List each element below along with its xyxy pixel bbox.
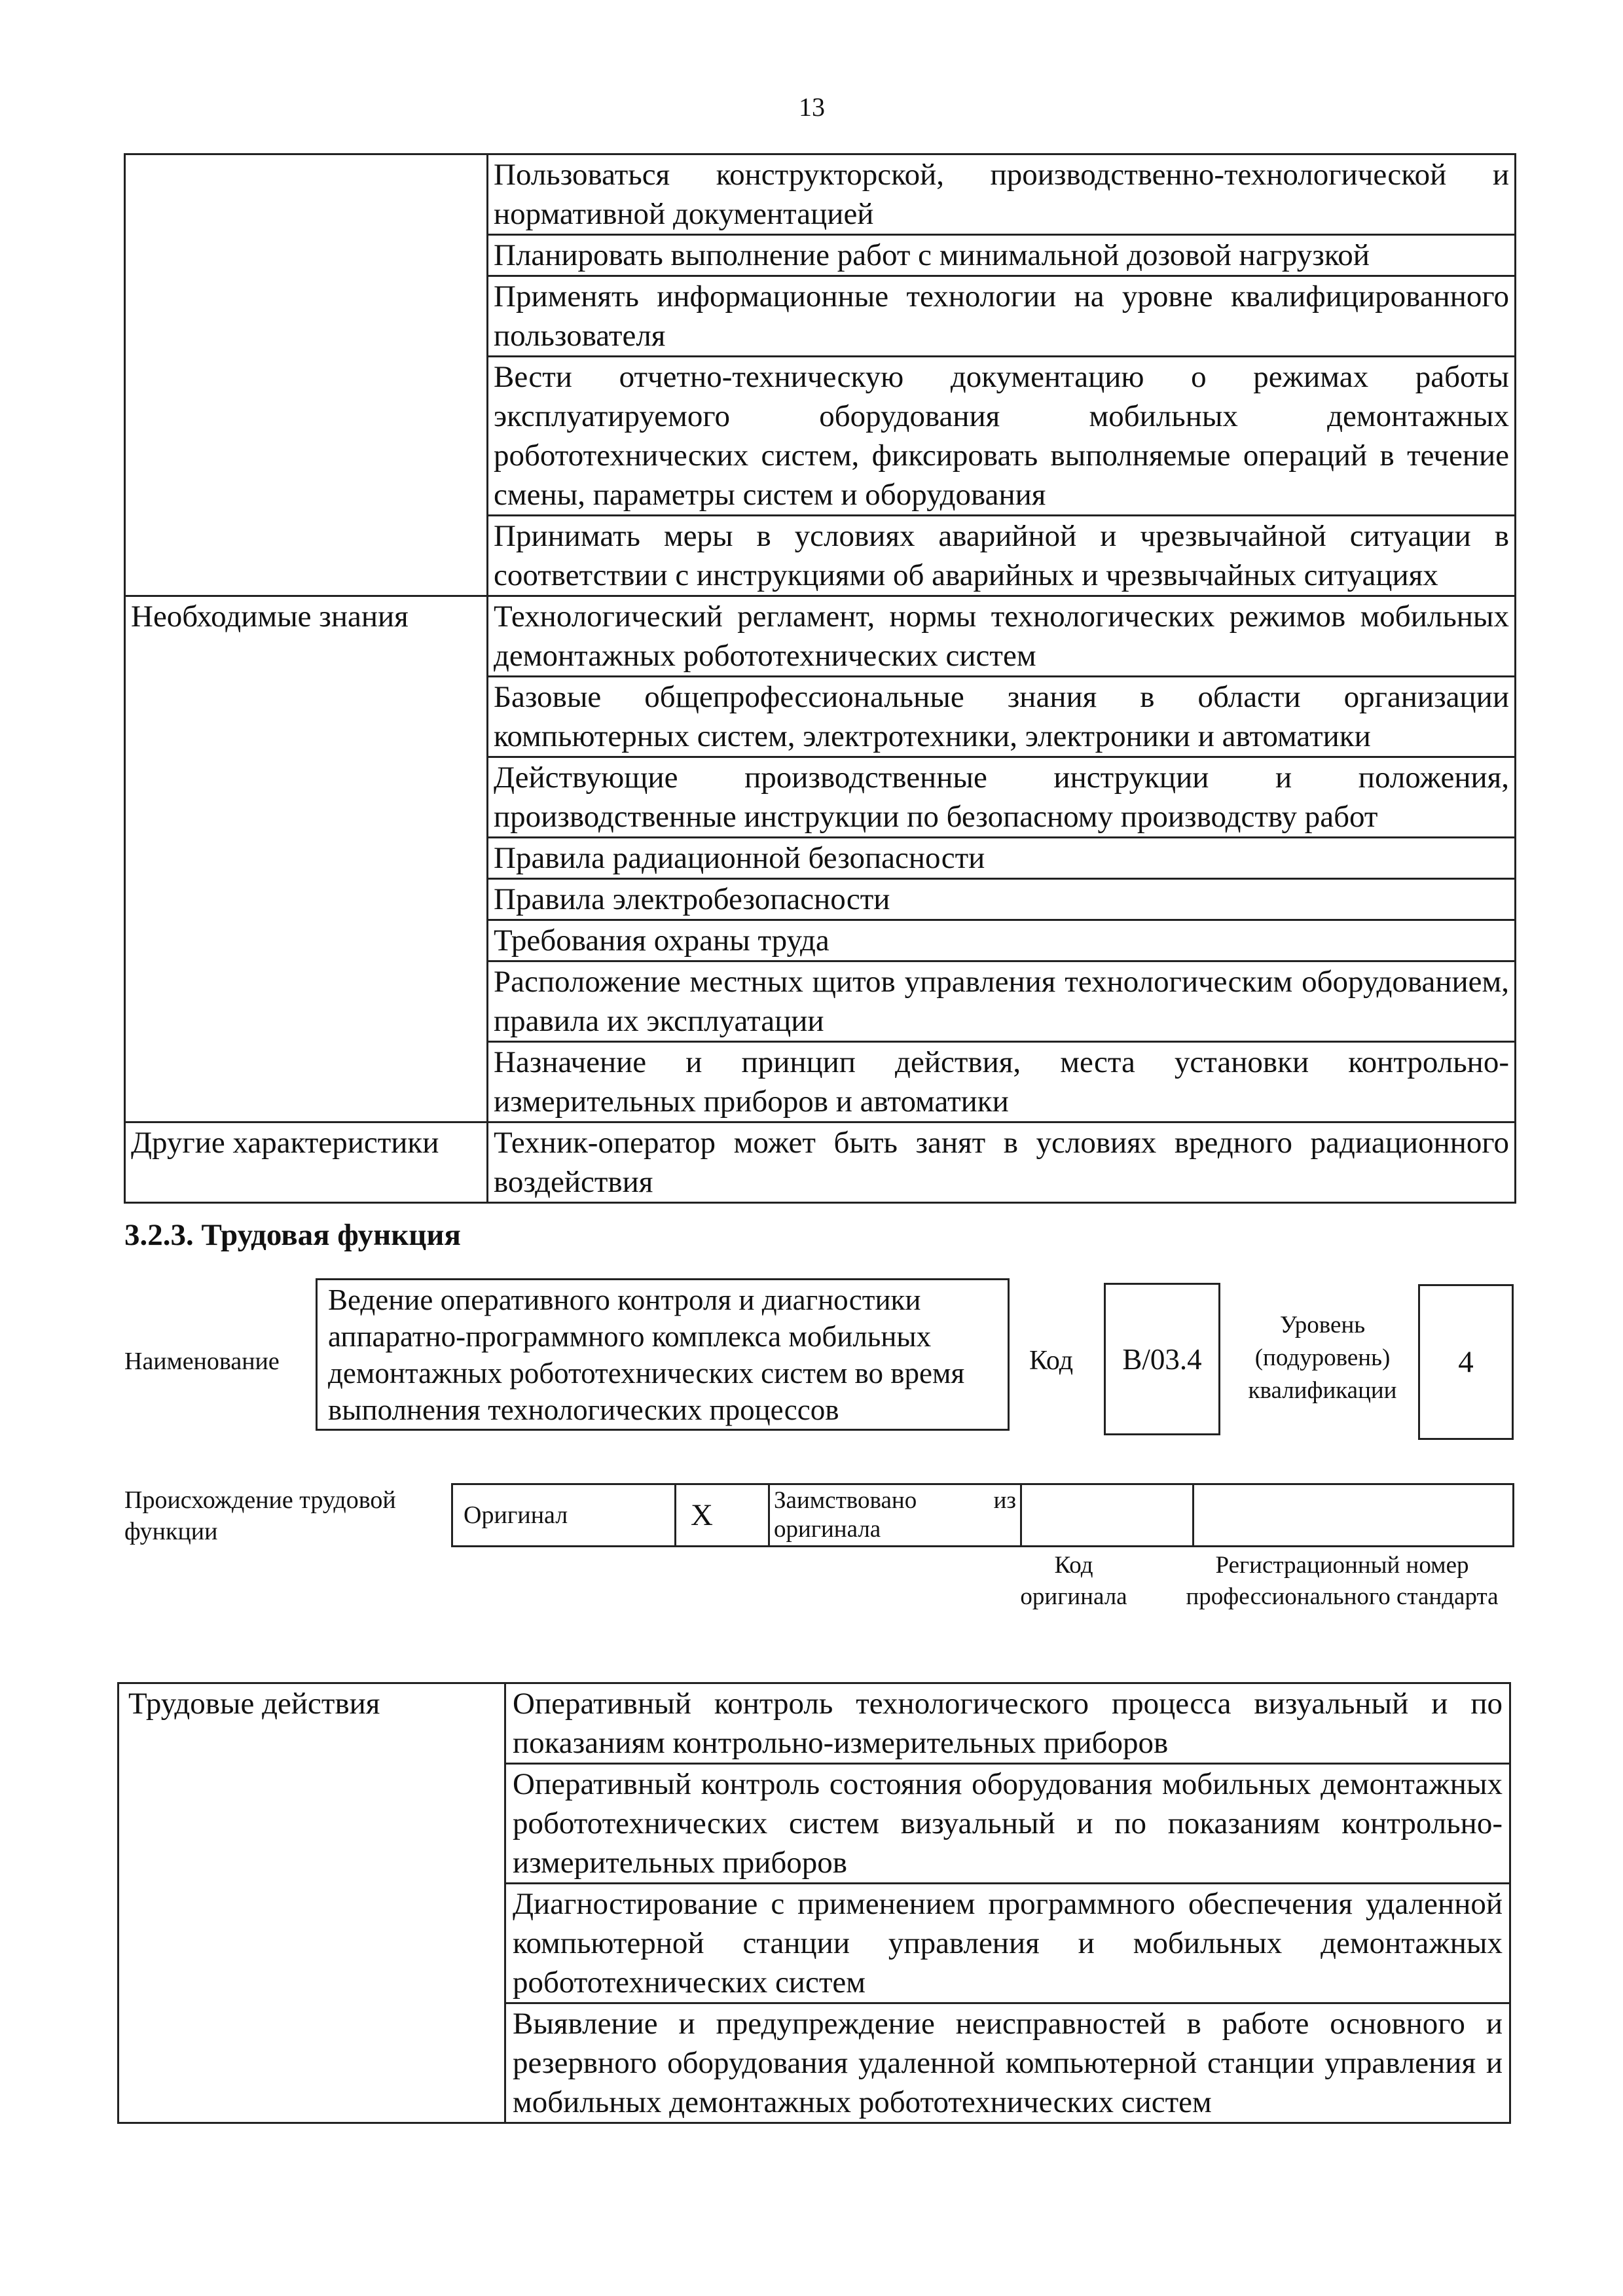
skill-item: Вести отчетно-техническую документацию о режимах работы эксплуатируемого оборудования мобильных демонтажных робототехнических систем, фиксировать выполняемые операций в течение смены, параметры систем и оборудования [488, 357, 1516, 516]
knowledge-item: Правила радиационной безопасности [488, 838, 1516, 879]
origin-code-cell [1021, 1484, 1194, 1547]
origin-original-cell: Оригинал [452, 1484, 676, 1547]
knowledge-item: Базовые общепрофессиональные знания в области организации компьютерных систем, электротехники, электроники и автоматики [488, 677, 1516, 757]
skill-item: Применять информационные технологии на уровне квалифицированного пользователя [488, 276, 1516, 357]
table-row [125, 596, 1516, 677]
table-row [119, 1683, 1510, 1764]
row-label-other: Другие характеристики [125, 1122, 488, 1203]
origin-table [451, 1483, 1514, 1547]
section-heading: 3.2.3. Трудовая функция [124, 1218, 461, 1252]
caption-original-code: Код оригинала [1020, 1552, 1127, 1610]
knowledge-item: Технологический регламент, нормы технологических режимов мобильных демонтажных робототехнических систем [488, 596, 1516, 677]
knowledge-item: Расположение местных щитов управления технологическим оборудованием, правила их эксплуатации [488, 961, 1516, 1042]
row-label-actions: Трудовые действия [119, 1683, 505, 2123]
function-code-box: B/03.4 [1104, 1283, 1220, 1435]
page-number: 13 [799, 92, 825, 122]
caption-reg-number: Регистрационный номер профессионального стандарта [1186, 1552, 1499, 1610]
table-row [125, 154, 1516, 235]
action-item: Оперативный контроль состояния оборудования мобильных демонтажных робототехнических систем визуальный и по показаниям контрольно-измерительных приборов [505, 1764, 1510, 1884]
origin-label: Происхождение трудовой функции [124, 1486, 396, 1545]
skills-knowledge-table [124, 153, 1516, 1204]
other-item: Техник-оператор может быть занят в условиях вредного радиационного воздействия [488, 1122, 1516, 1203]
code-label: Код [1029, 1346, 1074, 1376]
action-item: Оперативный контроль технологического процесса визуальный и по показаниям контрольно-измерительных приборов [505, 1683, 1510, 1764]
row-label-knowledge: Необходимые знания [125, 596, 488, 1122]
borrowed-original-word: оригинала [774, 1516, 881, 1543]
table-row [452, 1484, 1514, 1547]
knowledge-item: Действующие производственные инструкции и положения, производственные инструкции по безопасному производству работ [488, 757, 1516, 838]
labor-actions-table [117, 1682, 1511, 2124]
borrowed-from: из [993, 1487, 1016, 1514]
origin-reg-number-cell [1194, 1484, 1514, 1547]
borrowed-line [774, 1486, 1016, 1515]
row-label-skills [125, 154, 488, 596]
origin-mark-cell: X [676, 1484, 769, 1547]
name-label: Наименование [124, 1348, 280, 1375]
action-item: Выявление и предупреждение неисправностей в работе основного и резервного оборудования удаленной компьютерной станции управления и мобильных демонтажных робототехнических систем [505, 2003, 1510, 2123]
level-label: Уровень (подуровень) квалификации [1248, 1312, 1397, 1404]
knowledge-item: Назначение и принцип действия, места установки контрольно-измерительных приборов и автоматики [488, 1042, 1516, 1122]
table-row [125, 1122, 1516, 1203]
skill-item: Планировать выполнение работ с минимальной дозовой нагрузкой [488, 235, 1516, 276]
function-name-box: Ведение оперативного контроля и диагностики аппаратно-программного комплекса мобильных демонтажных робототехнических систем во время выполнения технологических процессов [316, 1278, 1010, 1431]
skill-item: Пользоваться конструкторской, производственно-технологической и нормативной документацией [488, 154, 1516, 235]
origin-borrowed-cell [769, 1484, 1021, 1547]
level-value-box: 4 [1418, 1284, 1514, 1440]
borrowed-word: Заимствовано [774, 1487, 917, 1514]
knowledge-item: Требования охраны труда [488, 920, 1516, 961]
skill-item: Принимать меры в условиях аварийной и чрезвычайной ситуации в соответствии с инструкциями об аварийных и чрезвычайных ситуациях [488, 516, 1516, 596]
knowledge-item: Правила электробезопасности [488, 879, 1516, 920]
action-item: Диагностирование с применением программного обеспечения удаленной компьютерной станции управления и мобильных демонтажных робототехнических систем [505, 1884, 1510, 2003]
